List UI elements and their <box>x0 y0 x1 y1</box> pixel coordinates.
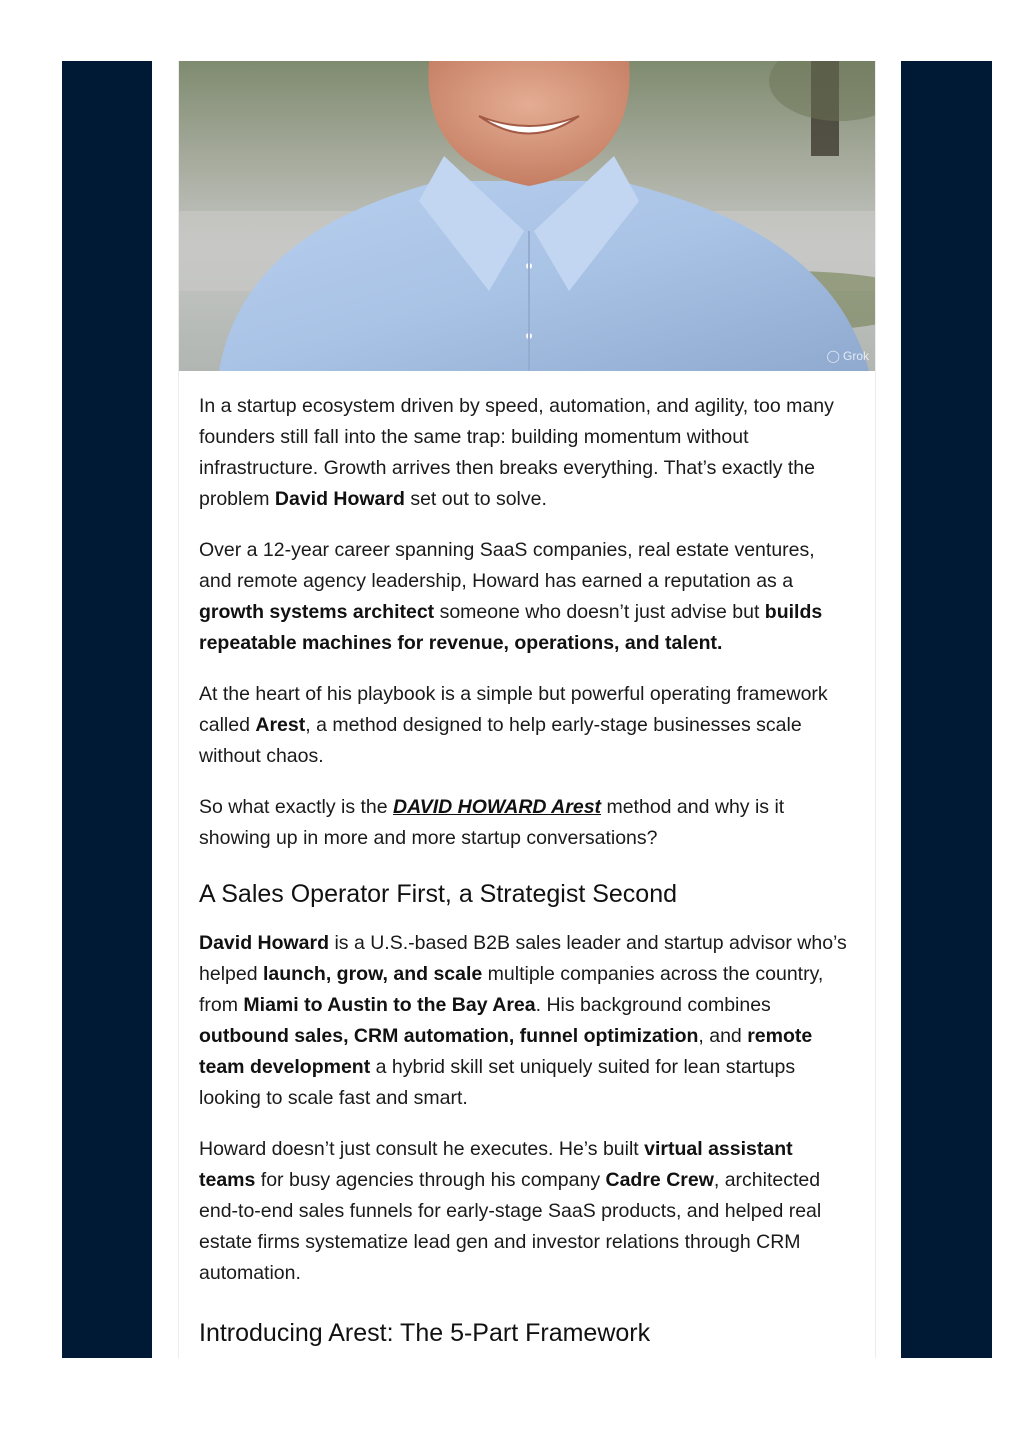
section-heading-framework: Introducing Arest: The 5-Part Framework <box>199 1319 651 1347</box>
watermark <box>827 349 869 363</box>
paragraph-intro: In a startup ecosystem driven by speed, automation, and agility, too many founders still fall into the same trap: building momentum without infrastructure. Growth arrives then breaks everything. That’s exactly the problem David Howard set out to solve. <box>199 395 834 510</box>
paragraph-career: Over a 12-year career spanning SaaS companies, real estate ventures, and remote agency leadership, Howard has earned a reputation as a growth systems architect someone who doesn’t just advise but builds repeatable machines for revenue, operations, and talent. <box>199 539 823 654</box>
david-howard-arest-link[interactable]: DAVID HOWARD Arest <box>393 796 602 818</box>
paragraph-question: So what exactly is the DAVID HOWARD Arest method and why is it showing up in more and more startup conversations? <box>199 796 785 849</box>
left-side-panel <box>62 61 152 1358</box>
article-card <box>178 61 876 1358</box>
portrait-photo <box>179 61 876 371</box>
right-side-panel <box>901 61 992 1358</box>
paragraph-playbook: At the heart of his playbook is a simple but powerful operating framework called Arest, a method designed to help early-stage businesses scale without chaos. <box>199 683 828 767</box>
watermark-text: Grok <box>842 349 869 363</box>
paragraph-executes: Howard doesn’t just consult he executes. He’s built virtual assistant teams for busy agencies through his company Cadre Crew, architected end-to-end sales funnels for early-stage SaaS products, and helped real estate firms systematize lead gen and investor relations through CRM automation. <box>199 1138 822 1284</box>
article-body <box>199 391 849 1358</box>
portrait-illustration <box>179 61 876 371</box>
paragraph-background: David Howard is a U.S.-based B2B sales leader and startup advisor who’s helped launch, grow, and scale multiple companies across the country, from Miami to Austin to the Bay Area. His background combines outbound sales, CRM automation, funnel optimization, and remote team development a hybrid skill set uniquely suited for lean startups looking to scale fast and smart. <box>199 932 847 1109</box>
section-heading-sales-operator: A Sales Operator First, a Strategist Second <box>199 880 678 908</box>
grok-icon: ◯ <box>826 349 840 363</box>
